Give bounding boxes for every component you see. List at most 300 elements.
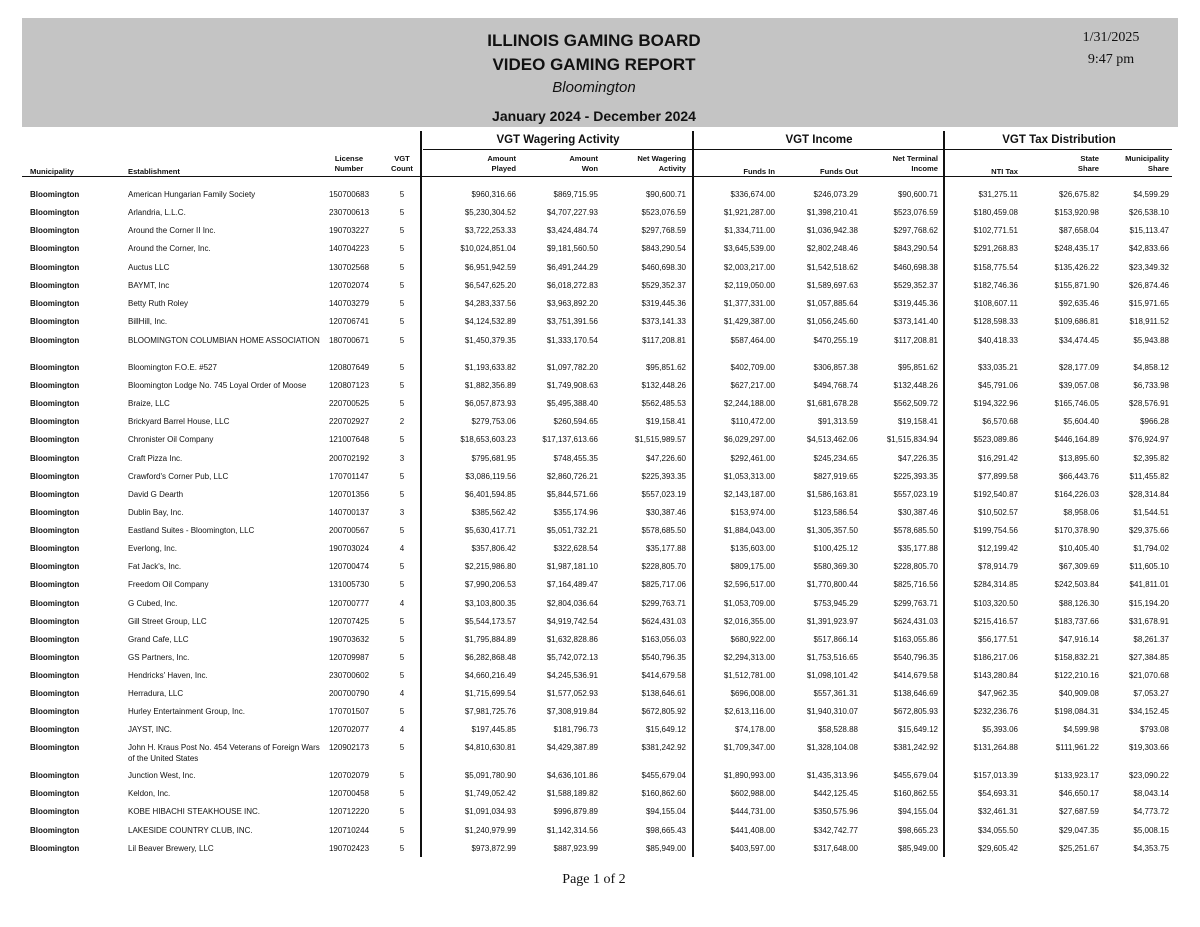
cell-funds-in: $441,408.00 <box>730 826 775 835</box>
cell-funds-in: $1,053,709.00 <box>723 599 775 608</box>
cell-establishment: Freedom Oil Company <box>128 580 209 589</box>
col-state-share-line2: Share <box>1077 164 1099 173</box>
cell-license: 140704223 <box>328 244 370 253</box>
cell-funds-in: $680,922.00 <box>730 635 775 644</box>
cell-muni-share: $5,008.15 <box>1133 826 1169 835</box>
cell-won: $5,844,571.66 <box>546 490 598 499</box>
cell-muni-share: $4,858.12 <box>1133 363 1169 372</box>
cell-muni-share: $27,384.85 <box>1128 653 1169 662</box>
cell-funds-in: $135,603.00 <box>730 544 775 553</box>
cell-count: 5 <box>399 363 405 372</box>
cell-played: $5,544,173.57 <box>464 617 516 626</box>
cell-nti: $455,679.04 <box>893 771 938 780</box>
cell-won: $2,860,726.21 <box>546 472 598 481</box>
table-row <box>0 280 1200 298</box>
table-row <box>0 335 1200 353</box>
cell-count: 5 <box>399 490 405 499</box>
cell-funds-in: $1,890,993.00 <box>723 771 775 780</box>
cell-license: 150700683 <box>328 190 370 199</box>
cell-nti-tax: $108,607.11 <box>974 299 1018 308</box>
cell-funds-out: $246,073.29 <box>813 190 858 199</box>
cell-municipality: Bloomington <box>30 653 80 662</box>
cell-license: 120702079 <box>328 771 370 780</box>
cell-state-share: $158,832.21 <box>1054 653 1099 662</box>
cell-muni-share: $793.08 <box>1140 725 1169 734</box>
cell-funds-in: $1,921,287.00 <box>723 208 775 217</box>
table-row <box>0 616 1200 634</box>
cell-state-share: $4,599.98 <box>1063 725 1099 734</box>
cell-won: $869,715.95 <box>553 190 598 199</box>
cell-license: 121007648 <box>328 435 370 444</box>
cell-count: 4 <box>399 725 405 734</box>
cell-funds-in: $444,731.00 <box>730 807 775 816</box>
cell-count: 5 <box>399 472 405 481</box>
table-row <box>0 243 1200 261</box>
cell-count: 5 <box>399 617 405 626</box>
cell-played: $5,230,304.52 <box>464 208 516 217</box>
cell-net-wagering: $15,649.12 <box>645 725 686 734</box>
table-row <box>0 316 1200 334</box>
cell-funds-in: $1,512,781.00 <box>723 671 775 680</box>
cell-net-wagering: $624,431.03 <box>641 617 686 626</box>
cell-played: $1,882,356.89 <box>464 381 516 390</box>
cell-nti-tax: $232,236.76 <box>973 707 1018 716</box>
cell-won: $1,333,170.54 <box>546 336 598 345</box>
cell-count: 5 <box>399 226 405 235</box>
cell-played: $357,806.42 <box>471 544 516 553</box>
cell-won: $1,632,828.86 <box>546 635 598 644</box>
cell-nti: $460,698.38 <box>893 263 938 272</box>
cell-nti-tax: $103,320.50 <box>973 599 1018 608</box>
cell-nti-tax: $6,570.68 <box>982 417 1018 426</box>
cell-municipality: Bloomington <box>30 725 80 734</box>
cell-nti: $299,763.71 <box>893 599 938 608</box>
cell-count: 5 <box>399 208 405 217</box>
cell-count: 5 <box>399 381 405 390</box>
table-row <box>0 561 1200 579</box>
cell-played: $973,872.99 <box>471 844 516 853</box>
cell-played: $4,283,337.56 <box>464 299 516 308</box>
cell-funds-out: $4,513,462.06 <box>806 435 858 444</box>
cell-played: $7,981,725.76 <box>464 707 516 716</box>
cell-establishment: Around the Corner, Inc. <box>128 244 211 253</box>
cell-funds-in: $2,016,355.00 <box>723 617 775 626</box>
cell-nti: $98,665.23 <box>897 826 938 835</box>
cell-state-share: $198,084.31 <box>1054 707 1099 716</box>
cell-nti-tax: $128,598.33 <box>973 317 1018 326</box>
cell-municipality: Bloomington <box>30 472 80 481</box>
cell-establishment: Crawford's Corner Pub, LLC <box>128 472 229 481</box>
cell-nti-tax: $12,199.42 <box>977 544 1018 553</box>
cell-state-share: $46,650.17 <box>1058 789 1099 798</box>
cell-muni-share: $15,971.65 <box>1128 299 1169 308</box>
cell-played: $6,547,625.20 <box>464 281 516 290</box>
cell-funds-out: $470,255.19 <box>813 336 858 345</box>
cell-count: 5 <box>399 771 405 780</box>
cell-won: $3,751,391.56 <box>546 317 598 326</box>
table-row <box>0 207 1200 225</box>
cell-nti-tax: $102,771.51 <box>973 226 1018 235</box>
cell-funds-in: $336,674.00 <box>730 190 775 199</box>
cell-state-share: $40,909.08 <box>1058 689 1099 698</box>
col-net-wagering-line2: Activity <box>658 164 686 173</box>
cell-municipality: Bloomington <box>30 599 80 608</box>
table-row <box>0 453 1200 471</box>
cell-count: 3 <box>399 508 405 517</box>
cell-nti-tax: $180,459.08 <box>973 208 1018 217</box>
cell-count: 3 <box>399 454 405 463</box>
cell-nti-tax: $10,502.57 <box>977 508 1018 517</box>
cell-count: 5 <box>399 671 405 680</box>
cell-net-wagering: $30,387.46 <box>645 508 686 517</box>
table-row <box>0 434 1200 452</box>
report-title: ILLINOIS GAMING BOARD <box>487 31 701 50</box>
cell-municipality: Bloomington <box>30 299 80 308</box>
cell-nti-tax: $40,418.33 <box>977 336 1018 345</box>
cell-establishment: Lil Beaver Brewery, LLC <box>128 844 214 853</box>
cell-funds-out: $1,391,923.97 <box>806 617 858 626</box>
cell-establishment: JAYST, INC. <box>128 725 172 734</box>
cell-funds-in: $2,244,188.00 <box>723 399 775 408</box>
cell-license: 220700525 <box>328 399 370 408</box>
table-row <box>0 525 1200 543</box>
cell-won: $4,919,742.54 <box>546 617 598 626</box>
cell-muni-share: $41,811.01 <box>1129 580 1169 589</box>
cell-funds-in: $292,461.00 <box>730 454 775 463</box>
cell-municipality: Bloomington <box>30 336 80 345</box>
cell-nti: $1,515,834.94 <box>886 435 938 444</box>
cell-won: $4,636,101.86 <box>546 771 598 780</box>
table-row <box>0 688 1200 706</box>
cell-state-share: $88,126.30 <box>1058 599 1099 608</box>
cell-state-share: $26,675.82 <box>1058 190 1099 199</box>
cell-net-wagering: $414,679.58 <box>641 671 686 680</box>
cell-state-share: $87,658.04 <box>1058 226 1099 235</box>
col-municipality-share <box>1110 154 1169 174</box>
cell-state-share: $133,923.17 <box>1054 771 1099 780</box>
cell-nti-tax: $199,754.56 <box>973 526 1018 535</box>
cell-nti-tax: $34,055.50 <box>977 826 1018 835</box>
col-amount-won-line2: Won <box>581 164 598 173</box>
cell-count: 5 <box>399 435 405 444</box>
cell-nti-tax: $291,268.83 <box>973 244 1018 253</box>
cell-count: 5 <box>399 580 405 589</box>
cell-played: $960,316.66 <box>471 190 516 199</box>
cell-license: 190702423 <box>328 844 370 853</box>
cell-nti-tax: $78,914.79 <box>977 562 1018 571</box>
cell-license: 130702568 <box>328 263 370 272</box>
cell-nti-tax: $47,962.35 <box>977 689 1018 698</box>
cell-played: $1,193,633.82 <box>464 363 516 372</box>
cell-funds-in: $110,472.00 <box>731 417 775 426</box>
cell-nti: $672,805.93 <box>893 707 938 716</box>
cell-played: $385,562.42 <box>471 508 516 517</box>
cell-municipality: Bloomington <box>30 562 80 571</box>
cell-license: 120701356 <box>328 490 370 499</box>
cell-state-share: $92,635.46 <box>1058 299 1099 308</box>
cell-license: 170701147 <box>329 472 369 481</box>
col-amount-won <box>520 154 598 174</box>
cell-nti-tax: $157,013.39 <box>973 771 1018 780</box>
cell-nti-tax: $143,280.84 <box>973 671 1018 680</box>
cell-muni-share: $31,678.91 <box>1128 617 1169 626</box>
cell-net-wagering: $373,141.33 <box>641 317 686 326</box>
table-row <box>0 362 1200 380</box>
cell-net-wagering: $1,515,989.57 <box>634 435 686 444</box>
cell-nti-tax: $32,461.31 <box>977 807 1018 816</box>
cell-played: $5,630,417.71 <box>464 526 516 535</box>
cell-won: $5,051,732.21 <box>546 526 598 535</box>
cell-nti-tax: $33,035.21 <box>977 363 1018 372</box>
cell-count: 5 <box>399 526 405 535</box>
cell-state-share: $111,961.22 <box>1055 743 1099 752</box>
cell-nti: $94,155.04 <box>897 807 938 816</box>
cell-funds-out: $557,361.31 <box>813 689 858 698</box>
cell-funds-out: $1,753,516.65 <box>806 653 858 662</box>
cell-won: $4,245,536.91 <box>546 671 598 680</box>
cell-establishment: Everlong, Inc. <box>128 544 177 553</box>
cell-net-wagering: $299,763.71 <box>641 599 686 608</box>
group-header-rule <box>423 149 1172 150</box>
cell-nti: $19,158.41 <box>897 417 938 426</box>
cell-funds-out: $317,648.00 <box>813 844 858 853</box>
cell-net-wagering: $529,352.37 <box>641 281 686 290</box>
cell-municipality: Bloomington <box>30 454 80 463</box>
col-funds-in: Funds In <box>743 167 775 176</box>
cell-funds-out: $342,742.77 <box>813 826 858 835</box>
cell-municipality: Bloomington <box>30 743 80 752</box>
cell-municipality: Bloomington <box>30 771 80 780</box>
cell-nti: $373,141.40 <box>893 317 938 326</box>
cell-funds-out: $753,945.29 <box>813 599 858 608</box>
cell-muni-share: $1,544.51 <box>1133 508 1169 517</box>
col-amount-played-line2: Played <box>491 164 516 173</box>
cell-nti: $540,796.35 <box>893 653 938 662</box>
table-row <box>0 262 1200 280</box>
cell-count: 5 <box>399 281 405 290</box>
cell-played: $279,753.06 <box>471 417 516 426</box>
cell-muni-share: $26,874.46 <box>1128 281 1169 290</box>
cell-nti: $414,679.58 <box>893 671 938 680</box>
cell-funds-out: $100,425.12 <box>813 544 858 553</box>
cell-state-share: $446,164.89 <box>1054 435 1099 444</box>
cell-state-share: $165,746.05 <box>1054 399 1099 408</box>
cell-funds-out: $1,057,885.64 <box>806 299 858 308</box>
cell-license: 120710244 <box>328 826 370 835</box>
col-muni-share-line2: Share <box>1147 164 1169 173</box>
col-vgt-count-line1: VGT <box>394 154 410 163</box>
cell-state-share: $66,443.76 <box>1058 472 1099 481</box>
cell-funds-out: $1,542,518.62 <box>806 263 858 272</box>
cell-muni-share: $5,943.88 <box>1133 336 1169 345</box>
table-row <box>0 471 1200 489</box>
cell-muni-share: $8,261.37 <box>1133 635 1169 644</box>
cell-establishment: Hurley Entertainment Group, Inc. <box>128 707 245 716</box>
cell-won: $322,628.54 <box>553 544 598 553</box>
cell-nti-tax: $523,089.86 <box>973 435 1018 444</box>
cell-net-wagering: $523,076.59 <box>641 208 686 217</box>
cell-state-share: $13,895.60 <box>1058 454 1099 463</box>
cell-funds-out: $1,940,310.07 <box>806 707 858 716</box>
cell-muni-share: $18,911.52 <box>1129 317 1169 326</box>
cell-municipality: Bloomington <box>30 363 80 372</box>
cell-count: 4 <box>399 544 405 553</box>
cell-funds-out: $1,036,942.38 <box>806 226 858 235</box>
cell-establishment: David G Dearth <box>128 490 184 499</box>
cell-establishment: Bloomington Lodge No. 745 Loyal Order of Moose <box>128 381 307 390</box>
cell-won: $355,174.96 <box>553 508 598 517</box>
cell-played: $6,057,873.93 <box>464 399 516 408</box>
cell-establishment: BAYMT, Inc <box>128 281 170 290</box>
cell-count: 4 <box>399 599 405 608</box>
cell-nti: $578,685.50 <box>893 526 938 535</box>
cell-won: $5,742,072.13 <box>546 653 598 662</box>
cell-municipality: Bloomington <box>30 381 80 390</box>
col-net-terminal-income <box>860 154 938 174</box>
cell-net-wagering: $94,155.04 <box>645 807 686 816</box>
cell-muni-share: $29,375.66 <box>1128 526 1169 535</box>
cell-license: 120807123 <box>328 381 370 390</box>
cell-license: 180700671 <box>328 336 370 345</box>
cell-won: $1,588,189.82 <box>546 789 598 798</box>
cell-establishment: John H. Kraus Post No. 454 Veterans of Foreign Wars of the United States <box>128 743 320 763</box>
cell-played: $1,749,052.42 <box>464 789 516 798</box>
table-row <box>0 579 1200 597</box>
cell-won: $5,495,388.40 <box>546 399 598 408</box>
cell-muni-share: $21,070.68 <box>1128 671 1169 680</box>
cell-license: 120706741 <box>328 317 370 326</box>
cell-funds-out: $1,589,697.63 <box>806 281 858 290</box>
cell-state-share: $39,057.08 <box>1058 381 1099 390</box>
cell-license: 131005730 <box>328 580 370 589</box>
report-period: January 2024 - December 2024 <box>492 108 696 124</box>
cell-net-wagering: $297,768.59 <box>641 226 686 235</box>
cell-state-share: $29,047.35 <box>1058 826 1099 835</box>
cell-nti-tax: $182,746.36 <box>973 281 1018 290</box>
cell-municipality: Bloomington <box>30 399 80 408</box>
cell-state-share: $47,916.14 <box>1058 635 1099 644</box>
cell-count: 5 <box>399 244 405 253</box>
cell-played: $1,450,379.35 <box>464 336 516 345</box>
cell-nti: $624,431.03 <box>893 617 938 626</box>
cell-won: $887,923.99 <box>553 844 598 853</box>
col-license-line2: Number <box>334 164 364 173</box>
table-row <box>0 398 1200 416</box>
cell-establishment: Gill Street Group, LLC <box>128 617 207 626</box>
cell-license: 170701507 <box>328 707 370 716</box>
cell-nti: $90,600.71 <box>897 190 938 199</box>
cell-funds-out: $1,681,678.28 <box>806 399 858 408</box>
col-vgt-count-line2: Count <box>391 164 413 173</box>
cell-net-wagering: $90,600.71 <box>645 190 686 199</box>
cell-net-wagering: $455,679.04 <box>641 771 686 780</box>
cell-muni-share: $1,794.02 <box>1133 544 1169 553</box>
table-row <box>0 843 1200 861</box>
cell-municipality: Bloomington <box>30 263 80 272</box>
cell-muni-share: $28,314.84 <box>1128 490 1169 499</box>
cell-count: 5 <box>399 317 405 326</box>
cell-won: $181,796.73 <box>553 725 598 734</box>
cell-net-wagering: $557,023.19 <box>641 490 686 499</box>
cell-funds-in: $1,377,331.00 <box>723 299 775 308</box>
cell-net-wagering: $225,393.35 <box>641 472 686 481</box>
cell-nti-tax: $186,217.06 <box>973 653 1018 662</box>
col-vgt-count <box>385 154 419 174</box>
cell-played: $1,715,699.54 <box>464 689 516 698</box>
cell-muni-share: $7,053.27 <box>1133 689 1169 698</box>
cell-funds-in: $2,143,187.00 <box>723 490 775 499</box>
cell-won: $17,137,613.66 <box>542 435 598 444</box>
cell-muni-share: $15,113.47 <box>1129 226 1169 235</box>
cell-funds-in: $402,709.00 <box>730 363 775 372</box>
cell-license: 120709987 <box>328 653 370 662</box>
group-wagering-label: VGT Wagering Activity <box>496 134 620 146</box>
cell-played: $1,240,979.99 <box>464 826 516 835</box>
cell-municipality: Bloomington <box>30 580 80 589</box>
cell-played: $1,091,034.93 <box>464 807 516 816</box>
cell-funds-out: $1,770,800.44 <box>806 580 858 589</box>
cell-municipality: Bloomington <box>30 317 80 326</box>
cell-municipality: Bloomington <box>30 417 80 426</box>
cell-license: 120807649 <box>328 363 370 372</box>
cell-funds-in: $602,988.00 <box>730 789 775 798</box>
cell-count: 5 <box>399 826 405 835</box>
cell-nti: $381,242.92 <box>893 743 938 752</box>
table-row <box>0 634 1200 652</box>
cell-municipality: Bloomington <box>30 844 80 853</box>
cell-establishment: BLOOMINGTON COLUMBIAN HOME ASSOCIATION <box>128 336 320 345</box>
cell-net-wagering: $138,646.61 <box>641 689 686 698</box>
group-income-label: VGT Income <box>785 134 853 146</box>
cell-played: $4,124,532.89 <box>464 317 516 326</box>
cell-funds-in: $1,053,313.00 <box>723 472 775 481</box>
cell-muni-share: $19,303.66 <box>1128 743 1169 752</box>
cell-nti-tax: $5,393.06 <box>982 725 1018 734</box>
cell-net-wagering: $35,177.88 <box>645 544 686 553</box>
cell-muni-share: $23,090.22 <box>1128 771 1169 780</box>
cell-nti: $825,716.56 <box>893 580 938 589</box>
cell-state-share: $242,503.84 <box>1054 580 1099 589</box>
cell-muni-share: $28,576.91 <box>1128 399 1169 408</box>
cell-funds-out: $442,125.45 <box>813 789 858 798</box>
cell-count: 5 <box>399 653 405 662</box>
cell-nti-tax: $131,264.88 <box>973 743 1018 752</box>
cell-count: 5 <box>399 399 405 408</box>
cell-count: 5 <box>399 190 405 199</box>
cell-nti-tax: $31,275.11 <box>978 190 1018 199</box>
cell-nti-tax: $194,322.96 <box>973 399 1018 408</box>
cell-establishment: Herradura, LLC <box>128 689 184 698</box>
col-license-line1: License <box>334 154 364 163</box>
cell-won: $1,097,782.20 <box>546 363 598 372</box>
cell-funds-out: $350,575.96 <box>813 807 858 816</box>
cell-played: $795,681.95 <box>471 454 516 463</box>
cell-establishment: Arlandria, L.L.C. <box>128 208 186 217</box>
cell-nti: $523,076.59 <box>893 208 938 217</box>
cell-nti: $160,862.55 <box>893 789 938 798</box>
cell-won: $996,879.89 <box>553 807 598 816</box>
cell-municipality: Bloomington <box>30 508 80 517</box>
cell-nti: $95,851.62 <box>897 363 938 372</box>
cell-funds-in: $2,119,050.00 <box>724 281 775 290</box>
table-row <box>0 788 1200 806</box>
col-muni-share-line1: Municipality <box>1125 154 1169 163</box>
cell-state-share: $122,210.16 <box>1054 671 1099 680</box>
cell-muni-share: $8,043.14 <box>1133 789 1169 798</box>
cell-net-wagering: $228,805.70 <box>641 562 686 571</box>
cell-nti-tax: $192,540.87 <box>973 490 1018 499</box>
cell-state-share: $153,920.98 <box>1054 208 1099 217</box>
